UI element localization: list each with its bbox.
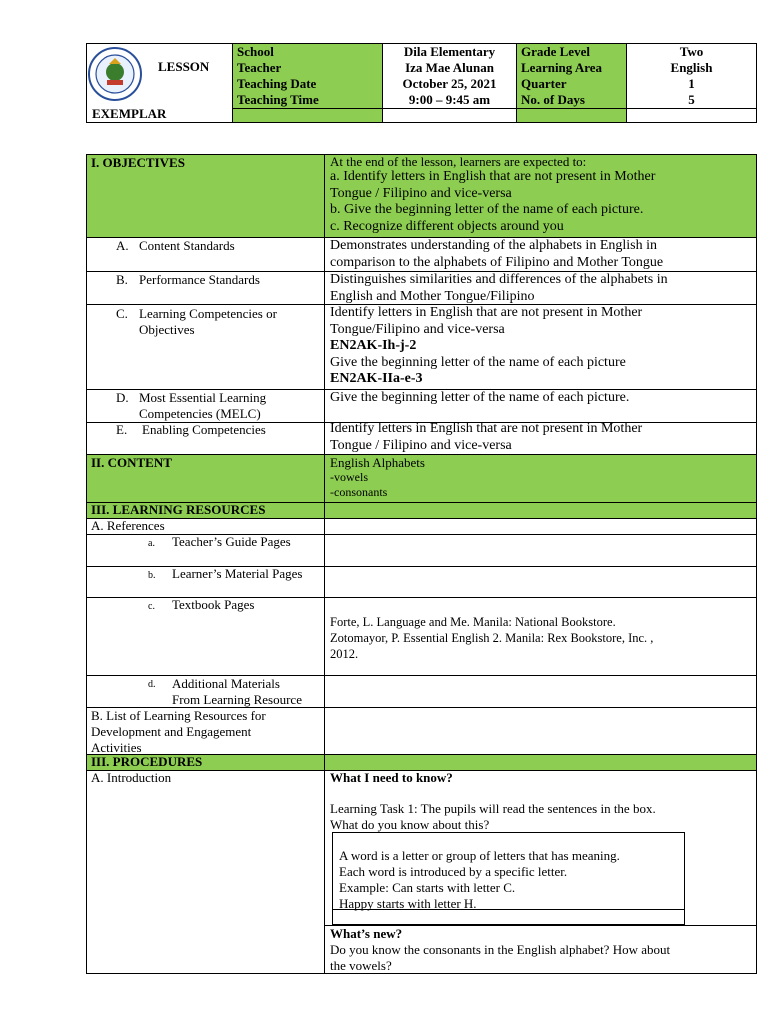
melc-label: [139, 390, 319, 422]
content-standards-line2: comparison to the alphabets of Filipino and Mother Tongue: [330, 254, 664, 270]
competency-code-2: EN2AK-IIa-e-3: [330, 371, 423, 386]
content-line1: English Alphabets: [330, 455, 425, 470]
whats-new-heading: What’s new?: [330, 926, 403, 941]
objectives-intro: At the end of the lesson, learners are expected to:: [330, 154, 587, 169]
objective-b: b. Give the beginning letter of the name of each picture.: [330, 202, 644, 217]
content-heading: II. CONTENT: [91, 455, 172, 470]
teacher-value: Iza Mae Alunan: [405, 60, 494, 75]
teaching-time-label: Teaching Time: [237, 92, 319, 107]
objective-c: c. Recognize different objects around you: [330, 218, 564, 234]
learning-competencies-label-line1: Learning Competencies or: [139, 306, 277, 321]
textbook-ref-1: Forte, L. Language and Me. Manila: National Bookstore.: [330, 615, 616, 629]
list-of-resources-label: [91, 708, 323, 756]
learners-material-label: Learner’s Material Pages: [172, 566, 303, 581]
competency-code-1: EN2AK-Ih-j-2: [330, 338, 417, 353]
introduction-label: A. Introduction: [91, 770, 172, 785]
learning-competencies-letter: C.: [116, 306, 128, 321]
additional-materials-label: [172, 676, 324, 708]
learning-competencies-line2: Tongue/Filipino and vice-versa: [330, 321, 505, 337]
content-text: [330, 455, 755, 500]
additional-materials-line2: From Learning Resource: [172, 692, 302, 707]
textbook-refs: [330, 614, 755, 662]
list-of-resources-line2: Development and Engagement: [91, 724, 252, 739]
tg-letter: a.: [148, 538, 155, 549]
objective-a-line1: a. Identify letters in English that are not present in Mother: [330, 169, 656, 184]
melc-label-line2: Competencies (MELC): [139, 406, 261, 421]
learning-task-text: [330, 801, 755, 833]
enabling-competencies-text: [330, 421, 755, 454]
learning-task-line1: Learning Task 1: The pupils will read the sentences in the box.: [330, 801, 656, 816]
content-line3: -consonants: [330, 485, 388, 499]
references-label: A. References: [91, 518, 165, 533]
school-label: School: [237, 44, 274, 59]
performance-standards-letter: B.: [116, 272, 128, 287]
melc-text: Give the beginning letter of the name of each picture.: [330, 390, 630, 405]
school-seal-logo: [87, 46, 143, 102]
additional-materials-letter: d.: [148, 679, 156, 690]
school-value: Dila Elementary: [403, 44, 496, 59]
learning-competencies-text: [330, 305, 755, 388]
textbook-letter: c.: [148, 601, 155, 612]
learning-task-line2: What do you know about this?: [330, 817, 490, 832]
box-line4: Happy starts with letter H.: [339, 896, 477, 911]
teaching-date-value: October 25, 2021: [402, 76, 497, 91]
header-table: [86, 43, 757, 123]
textbook-label: Textbook Pages: [172, 597, 255, 612]
objective-a-line2: Tongue / Filipino and vice-versa: [330, 185, 512, 201]
lesson-plan-table: [86, 154, 757, 974]
performance-standards-line2: English and Mother Tongue/Filipino: [330, 288, 535, 304]
box-line3: Example: Can starts with letter C.: [339, 880, 516, 895]
enabling-competencies-line2: Tongue / Filipino and vice-versa: [330, 437, 512, 453]
objectives-heading: I. OBJECTIVES: [91, 155, 185, 170]
melc-label-line1: Most Essential Learning: [139, 390, 267, 405]
textbook-ref-2: Zotomayor, P. Essential English 2. Manila: Rex Bookstore, Inc. ,: [330, 631, 654, 645]
grade-level-value: Two: [679, 44, 704, 59]
whats-new-line1: Do you know the consonants in the English alphabet? How about: [330, 942, 671, 957]
grade-level-label: Grade Level: [521, 44, 590, 59]
exemplar-label: EXEMPLAR: [92, 106, 167, 121]
additional-materials-line1: Additional Materials: [172, 676, 280, 691]
melc-letter: D.: [116, 390, 129, 405]
list-of-resources-line1: B. List of Learning Resources for: [91, 708, 266, 723]
list-of-resources-line3: Activities: [91, 740, 142, 755]
what-i-need-to-know: What I need to know?: [330, 770, 453, 785]
content-line2: -vowels: [330, 470, 368, 484]
performance-standards-label: Performance Standards: [139, 272, 260, 287]
lm-letter: b.: [148, 570, 156, 581]
teaching-date-label: Teaching Date: [237, 76, 317, 91]
performance-standards-text: [330, 272, 755, 305]
no-of-days-label: No. of Days: [521, 92, 585, 107]
teachers-guide-label: Teacher’s Guide Pages: [172, 534, 291, 549]
enabling-competencies-line1: Identify letters in English that are not present in Mother: [330, 421, 643, 436]
quarter-label: Quarter: [521, 76, 567, 91]
learning-competencies-label-line2: Objectives: [139, 322, 195, 337]
box-line1: A word is a letter or group of letters that has meaning.: [339, 848, 620, 863]
teaching-time-value: 9:00 – 9:45 am: [408, 92, 491, 107]
procedures-heading: III. PROCEDURES: [91, 754, 203, 769]
learning-resources-heading: III. LEARNING RESOURCES: [91, 502, 266, 517]
quarter-value: 1: [688, 76, 695, 91]
learning-area-label: Learning Area: [521, 60, 603, 75]
word-definition-text: [339, 848, 679, 912]
textbook-ref-3: 2012.: [330, 647, 359, 661]
learning-competencies-line3: Give the beginning letter of the name of each picture: [330, 354, 626, 370]
content-standards-line1: Demonstrates understanding of the alphabets in English in: [330, 238, 657, 253]
box-line2: Each word is introduced by a specific letter.: [339, 864, 568, 879]
content-standards-label: Content Standards: [139, 238, 235, 253]
content-standards-text: [330, 238, 755, 271]
content-standards-letter: A.: [116, 238, 129, 253]
learning-competencies-line1: Identify letters in English that are not present in Mother: [330, 305, 643, 320]
learning-competencies-label: [139, 306, 319, 338]
enabling-competencies-letter: E.: [116, 422, 128, 437]
whats-new-text: [330, 942, 755, 974]
performance-standards-line1: Distinguishes similarities and differences of the alphabets in: [330, 272, 668, 287]
no-of-days-value: 5: [688, 92, 695, 107]
objectives-text: [330, 154, 755, 235]
teacher-label: Teacher: [237, 60, 282, 75]
learning-area-value: English: [670, 60, 713, 75]
lesson-label: LESSON: [158, 59, 210, 74]
enabling-competencies-label: Enabling Competencies: [142, 422, 266, 437]
whats-new-line2: the vowels?: [330, 958, 392, 973]
